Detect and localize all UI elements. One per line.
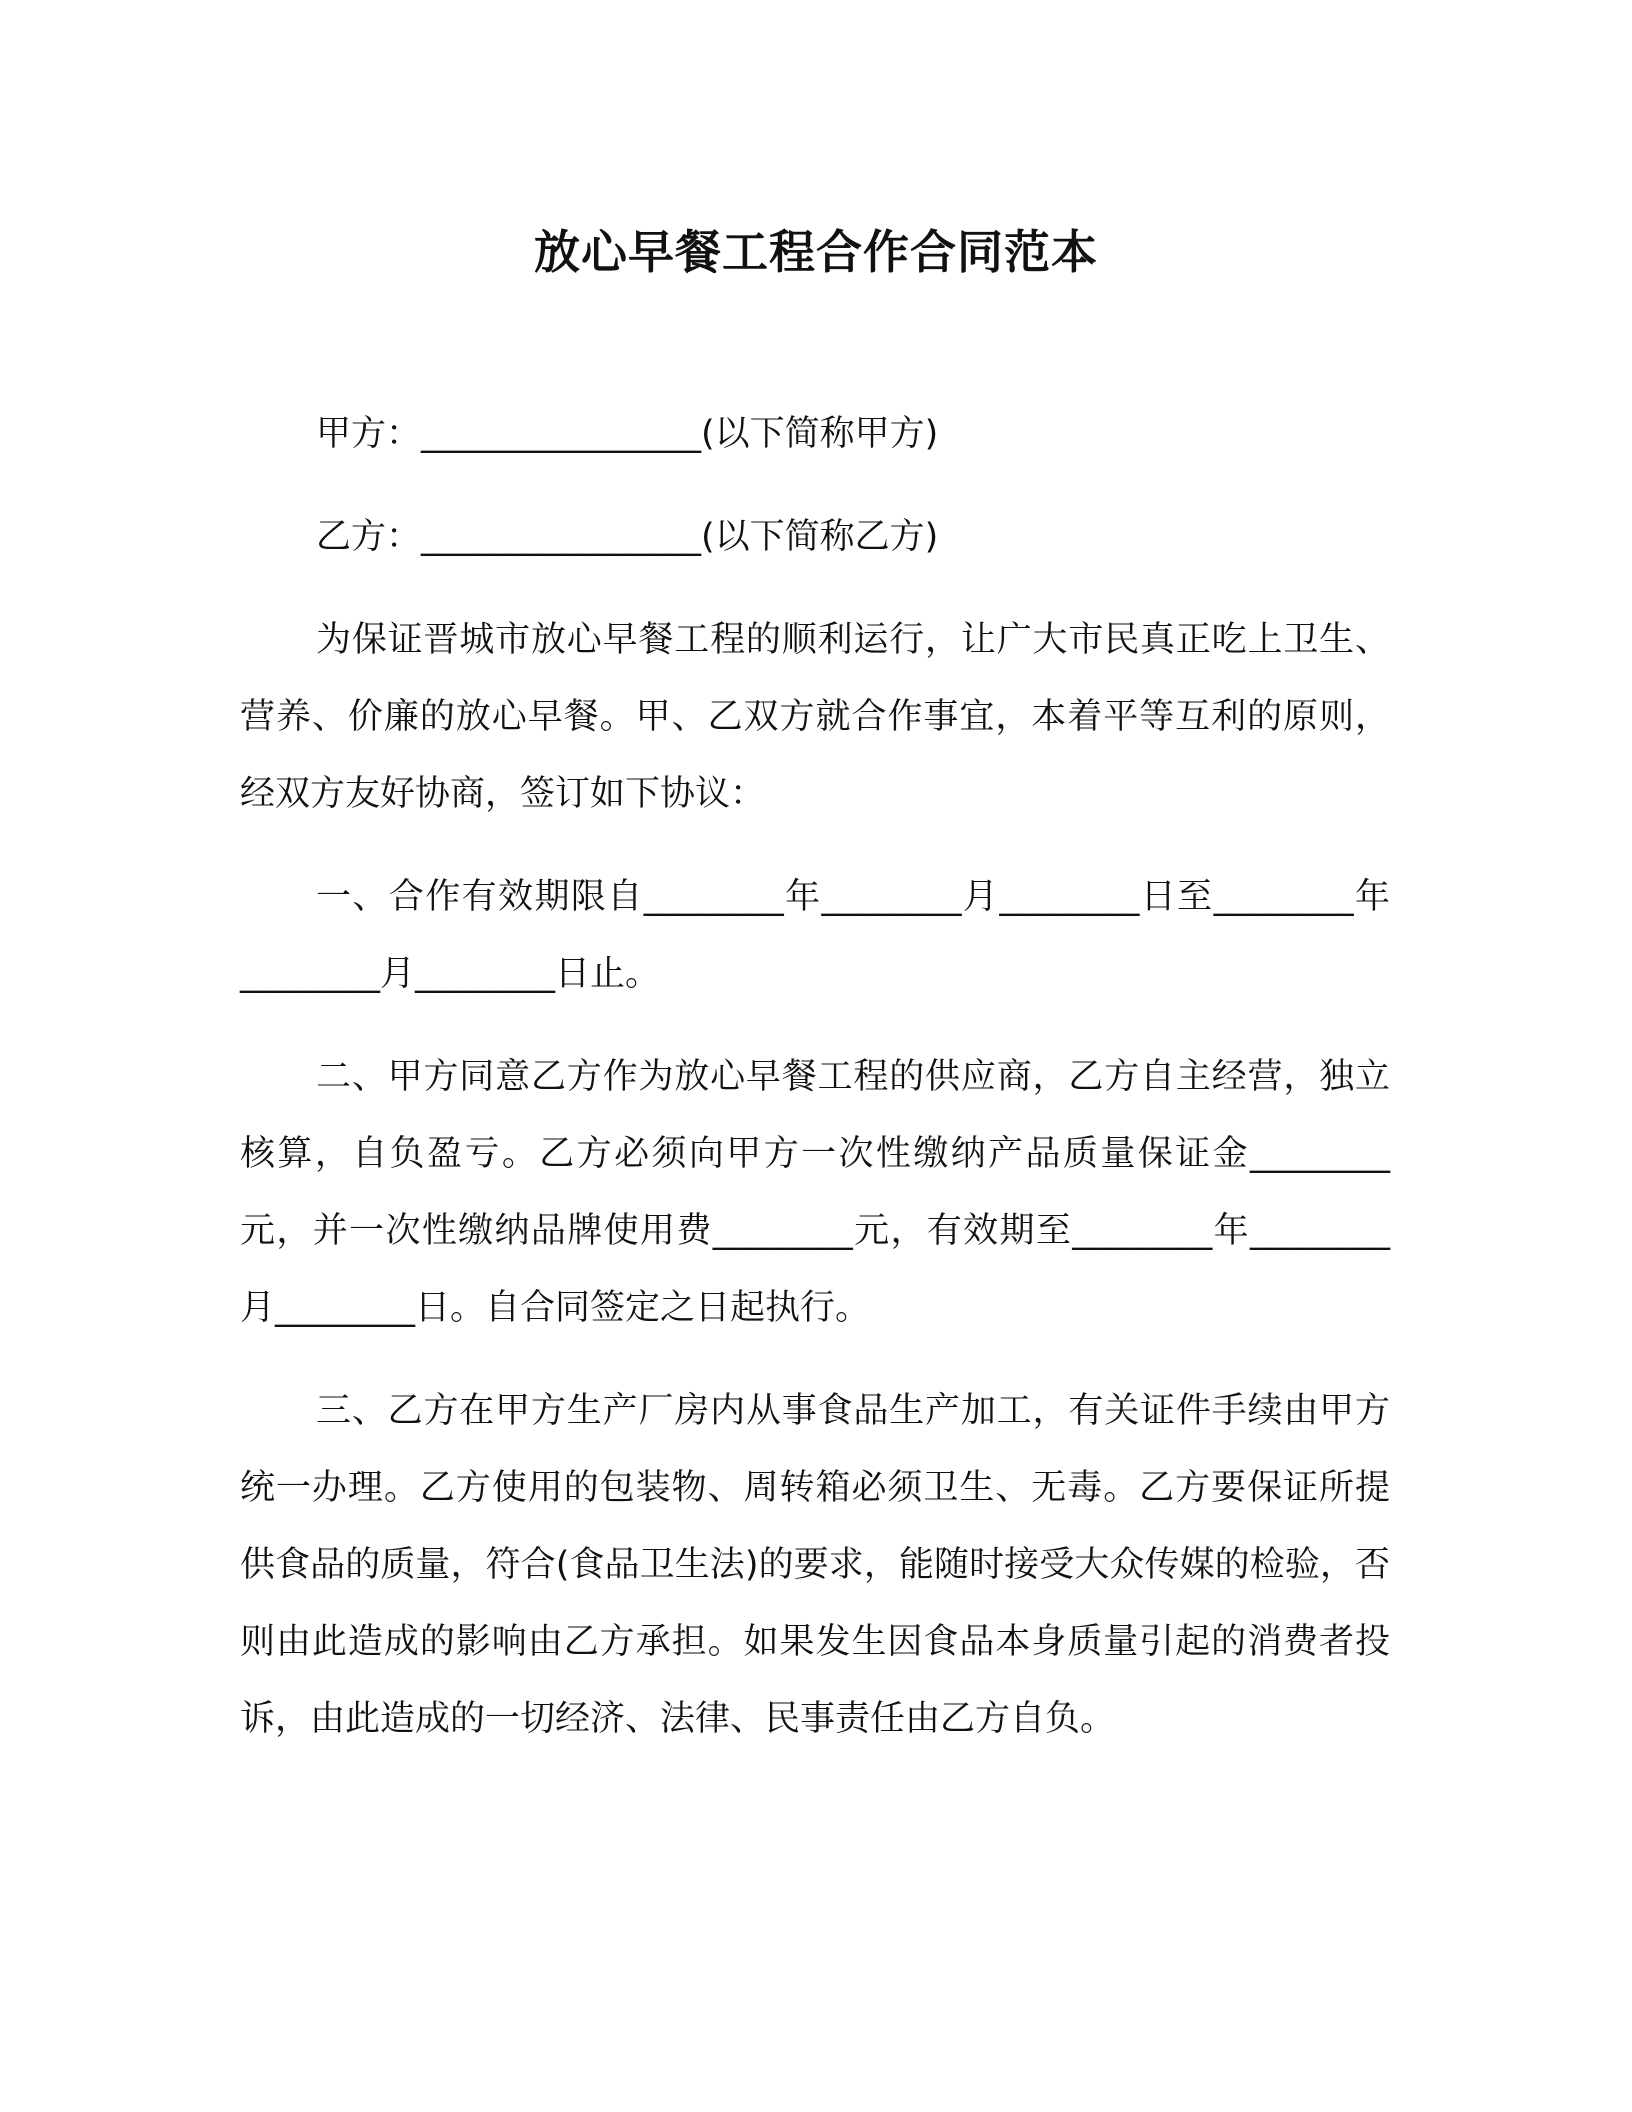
party-a-line: 甲方：________________(以下简称甲方) — [316, 414, 939, 454]
clause-2-paragraph: 二、甲方同意乙方作为放心早餐工程的供应商，乙方自主经营，独立核算，自负盈亏。乙方必须向甲方一次性缴纳产品质量保证金________元，并一次性缴纳品牌使用费________元，有效期至________年________月________日。自合同签定之日起执行。 — [240, 1057, 1390, 1328]
document-title: 放心早餐工程合作合同范本 — [534, 225, 1098, 279]
clause-3-paragraph: 三、乙方在甲方生产厂房内从事食品生产加工，有关证件手续由甲方统一办理。乙方使用的包装物、周转箱必须卫生、无毒。乙方要保证所提供食品的质量，符合(食品卫生法)的要求，能随时接受大众传媒的检验，否则由此造成的影响由乙方承担。如果发生因食品本身质量引起的消费者投诉，由此造成的一切经济、法律、民事责任由乙方自负。 — [240, 1391, 1390, 1739]
party-b-line: 乙方：________________(以下简称乙方) — [316, 517, 939, 557]
clause-1-paragraph: 一、合作有效期限自________年________月________日至________年________月________日止。 — [240, 877, 1390, 994]
document-body — [240, 396, 1390, 1758]
intro-paragraph: 为保证晋城市放心早餐工程的顺利运行，让广大市民真正吃上卫生、营养、价廉的放心早餐。甲、乙双方就合作事宜，本着平等互利的原则，经双方友好协商，签订如下协议： — [240, 620, 1390, 814]
